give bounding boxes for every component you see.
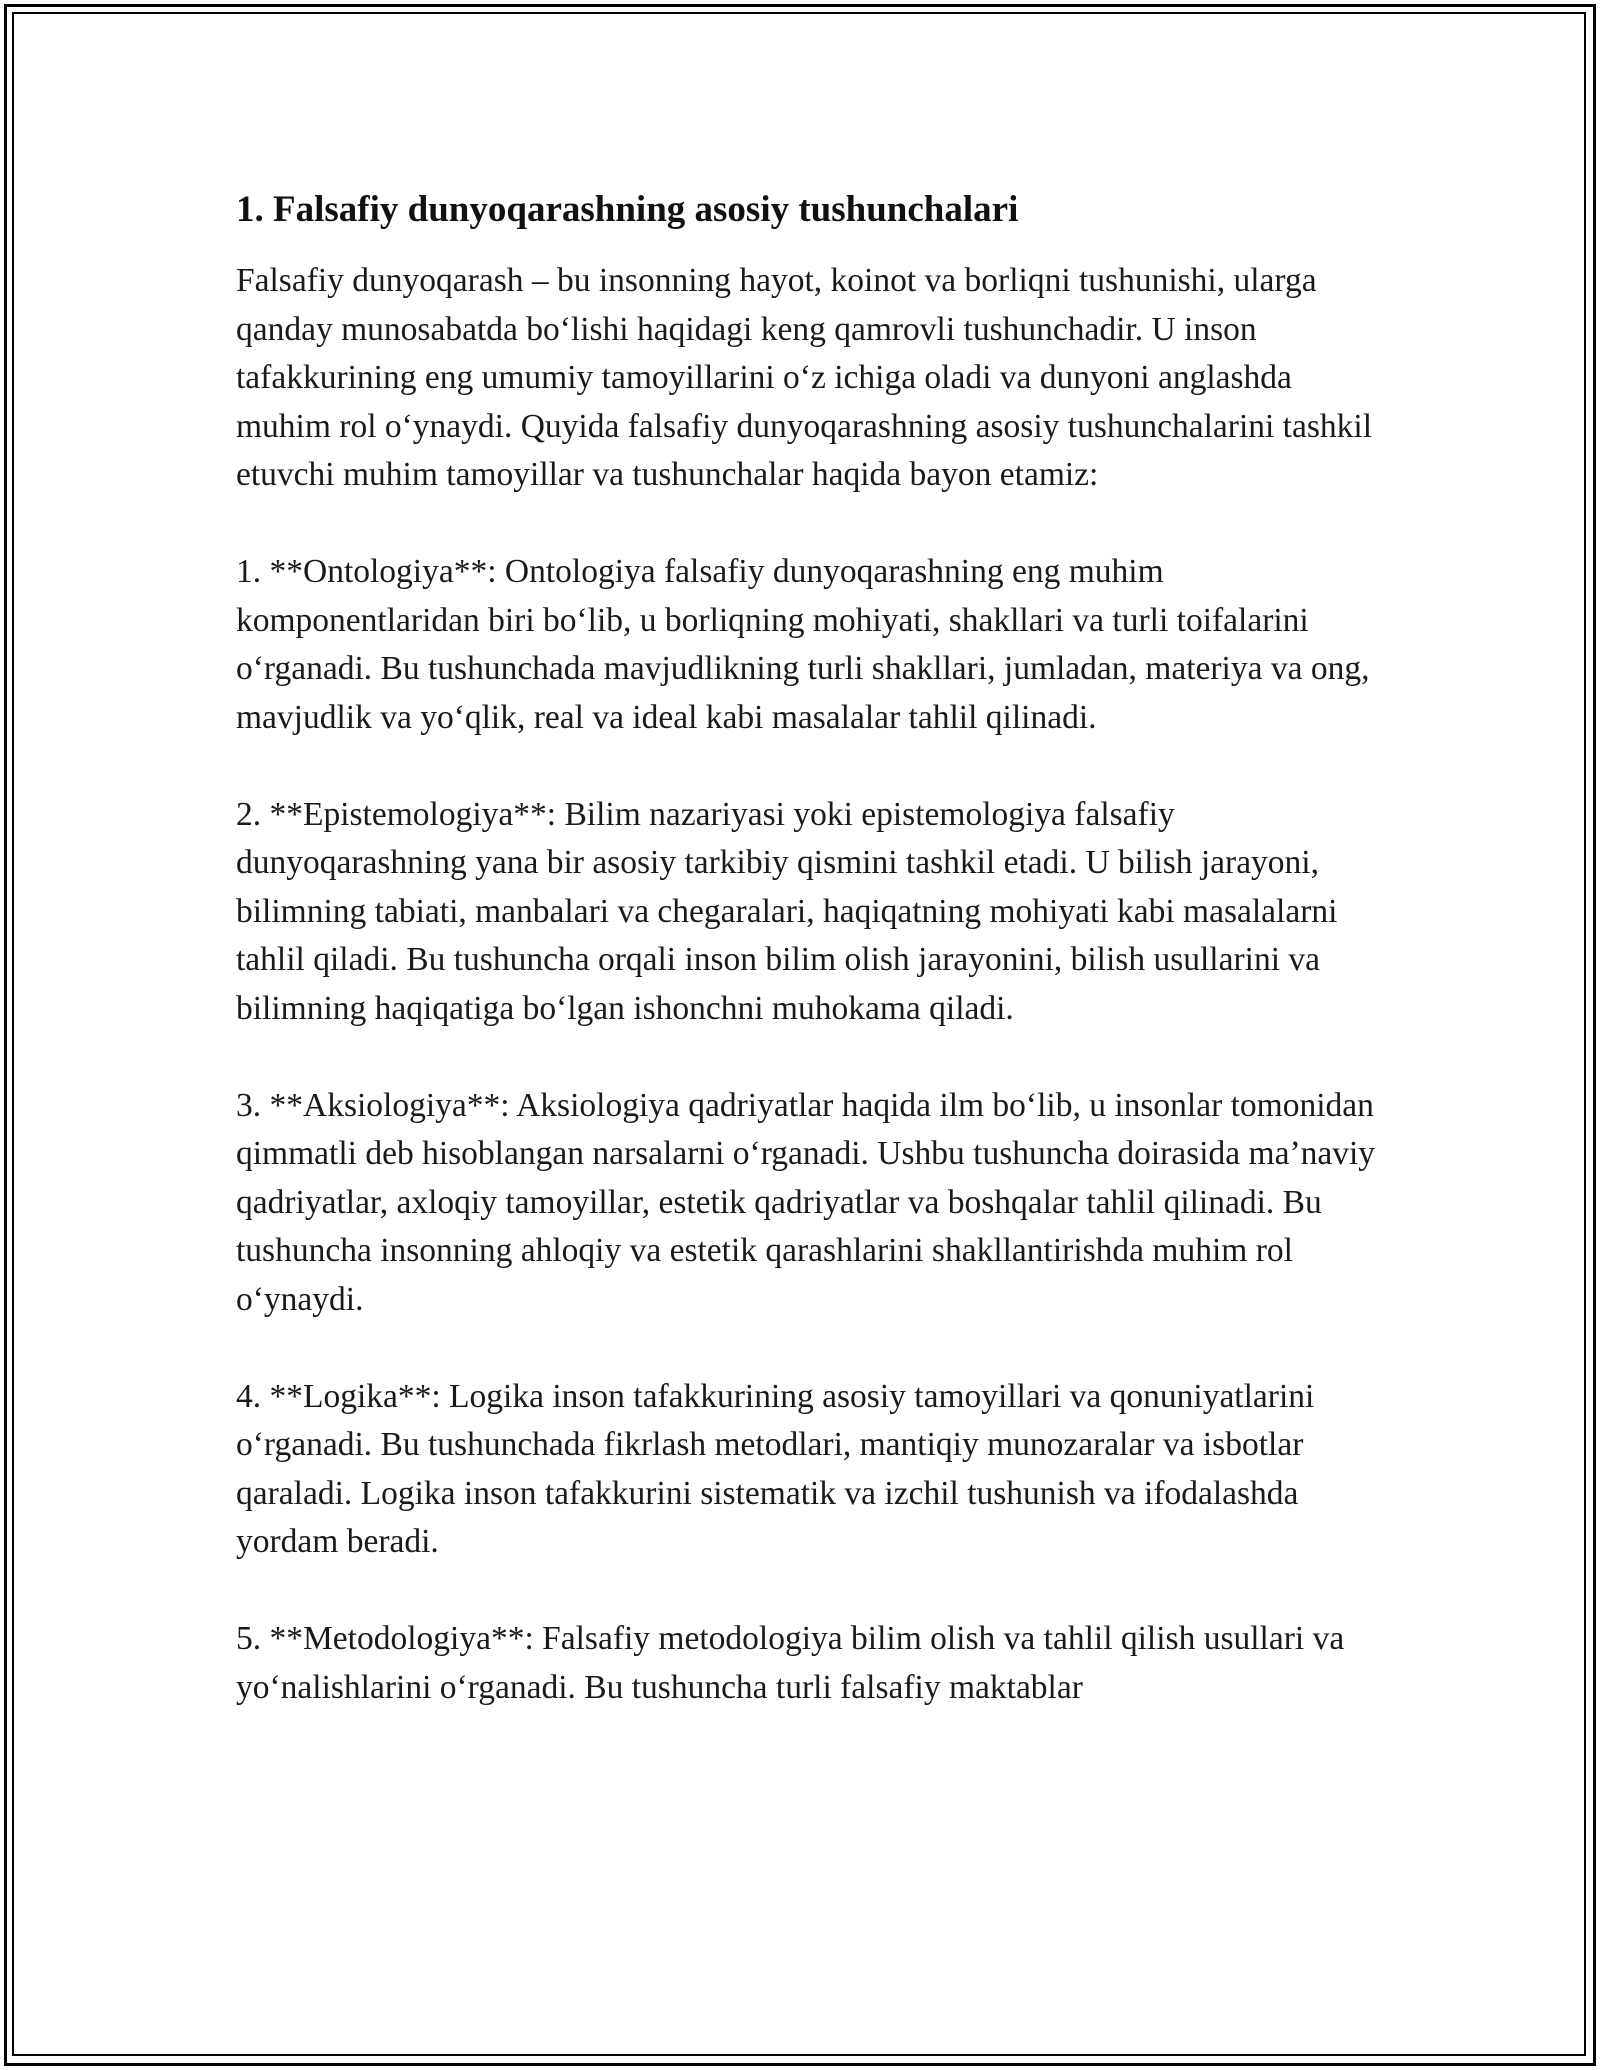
- intro-paragraph: Falsafiy dunyoqarash – bu insonning hayot, koinot va borliqni tushunishi, ularga qanday munosabatda boʻlishi haqidagi keng qamrovli tushunchadir. U inson tafakkurining eng umumiy tamoyillarini oʻz ichiga oladi va dunyoni anglashda muhim rol oʻynaydi. Quyida falsafiy dunyoqarashning asosiy tushunchalarini tashkil etuvchi muhim tamoyillar va tushunchalar haqida bayon etamiz:: [236, 262, 1373, 493]
- list-item-ontologiya: 1. **Ontologiya**: Ontologiya falsafiy dunyoqarashning eng muhim komponentlaridan biri boʻlib, u borliqning mohiyati, shakllari va turli toifalarini oʻrganadi. Bu tushunchada mavjudlikning turli shakllari, jumladan, materiya va ong, mavjudlik va yoʻqlik, real va ideal kabi masalalar tahlil qilinadi.: [236, 553, 1370, 736]
- list-item-logika: 4. **Logika**: Logika inson tafakkurining asosiy tamoyillari va qonuniyatlarini oʻrganadi. Bu tushunchada fikrlash metodlari, mantiqiy munozaralar va isbotlar qaraladi. Logika inson tafakkurini sistematik va izchil tushunish va ifodalashda yordam beradi.: [236, 1377, 1315, 1560]
- section-heading: 1. Falsafiy dunyoqarashning asosiy tushunchalari: [236, 189, 1019, 230]
- list-item-aksiologiya: 3. **Aksiologiya**: Aksiologiya qadriyatlar haqida ilm boʻlib, u insonlar tomonidan qimmatli deb hisoblangan narsalarni oʻrganadi. Ushbu tushuncha doirasida maʼnaviy qadriyatlar, axloqiy tamoyillar, estetik qadriyatlar va boshqalar tahlil qilinadi. Bu tushuncha insonning ahloqiy va estetik qarashlarini shakllantirishda muhim rol oʻynaydi.: [236, 1086, 1376, 1318]
- document-body: [236, 186, 1386, 1712]
- list-item-epistemologiya: 2. **Epistemologiya**: Bilim nazariyasi yoki epistemologiya falsafiy dunyoqarashning yana bir asosiy tarkibiy qismini tashkil etadi. U bilish jarayoni, bilimning tabiati, manbalari va chegaralari, haqiqatning mohiyati kabi masalalarni tahlil qiladi. Bu tushuncha orqali inson bilim olish jarayonini, bilish usullarini va bilimning haqiqatiga boʻlgan ishonchni muhokama qiladi.: [236, 795, 1338, 1027]
- list-item-metodologiya: 5. **Metodologiya**: Falsafiy metodologiya bilim olish va tahlil qilish usullari va yoʻnalishlarini oʻrganadi. Bu tushuncha turli falsafiy maktablar: [236, 1620, 1345, 1706]
